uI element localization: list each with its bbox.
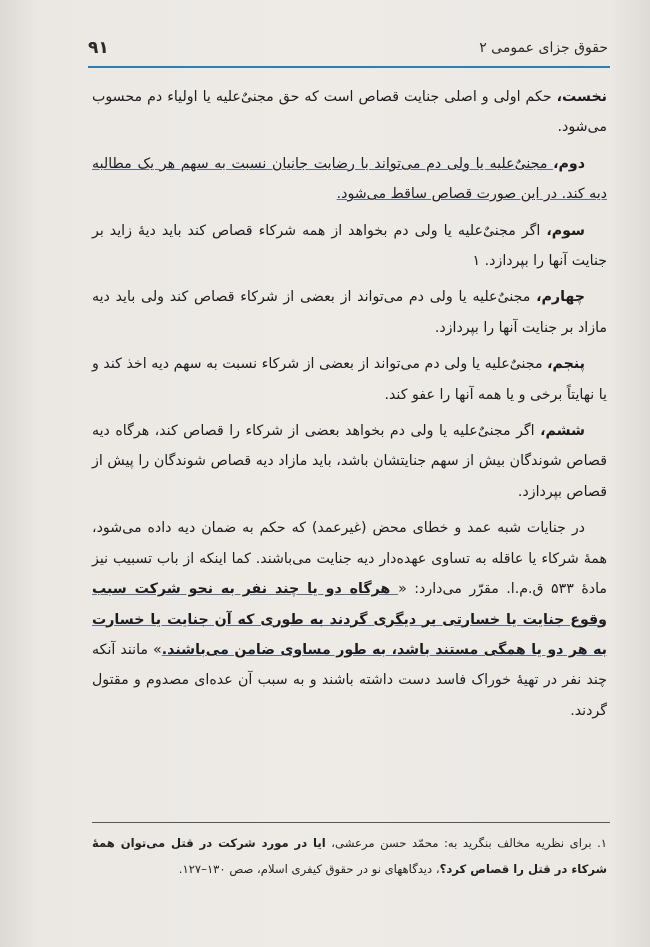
paragraph-first [92, 82, 607, 143]
main-text [92, 82, 607, 732]
paragraph-lead: دوم، [553, 155, 585, 172]
page-header [88, 36, 608, 66]
paragraph-closing [92, 513, 607, 726]
footnote-rule [92, 822, 610, 823]
paragraph-sixth [92, 416, 607, 507]
paragraph-text: مجنیٌ‌علیه یا ولی دم می‌تواند از بعضی از شرکاء قصاص کند ولی باید دیه مازاد بر جنایت آنها را بپردازد. [92, 289, 607, 336]
closing-text-end: » مانند آنکه چند نفر در تهیهٔ خوراک فاسد دست داشته باشند و به سبب آن عده‌ای مصدوم و مقتول گردند. [92, 641, 607, 719]
paragraph-lead: پنجم، [547, 356, 585, 373]
closing-text-start: در جنایات شبه عمد و خطای محض (غیرعمد) که حکم به ضمان دیه داده می‌شود، همهٔ شرکاء یا عاقله به تساوی عهده‌دار دیه جنایت می‌باشند. کما اینکه از باب تسبیب نیز مادهٔ ۵۳۳ ق.م.ا. مقرّر می‌دارد: « [92, 520, 608, 598]
footnote-source: ، دیدگاههای نو در حقوق کیفری اسلام، صص ۱۳۰–۱۲۷. [178, 862, 440, 876]
paragraph-text: مجنیٌ‌علیه یا ولی دم می‌تواند با رضایت جانیان نسبت به سهم هر یک مطالبه دیه کند. در این صورت قصاص ساقط می‌شود. [92, 155, 607, 203]
running-title: حقوق جزای عمومی ۲ [479, 40, 608, 56]
page-number: ۹۱ [88, 38, 109, 58]
paragraph-lead: سوم، [546, 222, 585, 239]
paragraph-text: مجنیٌ‌علیه یا ولی دم می‌تواند از بعضی از شرکاء نسبت به سهم دیه اخذ کند و یا نهایتاً برخی و یا همه آنها را عفو کند. [92, 356, 607, 403]
footnote-text: ۱. برای نظریه مخالف بنگرید به: محمّد حسن مرعشی، [325, 836, 608, 850]
paragraph-fifth [92, 349, 607, 410]
paragraph-text: اگر مجنیٌ‌علیه یا ولی دم بخواهد بعضی از شرکاء را قصاص کند، هرگاه دیه قصاص شوندگان بیش از سهم جنایتشان باشد، باید مازاد دیه قصاص شوندگان را پیش از قصاص بپردازد. [92, 423, 607, 500]
paragraph-third [92, 216, 607, 277]
paragraph-lead: نخست، [556, 89, 607, 105]
paragraph-lead: ششم، [540, 423, 585, 440]
header-rule [88, 66, 610, 68]
paragraph-text: اگر مجنیٌ‌علیه یا ولی دم بخواهد از همه شرکاء قصاص کند باید دیهٔ زاید بر جنایت آنها را بپردازد. ۱ [92, 222, 607, 270]
footnote [92, 830, 607, 882]
footnote-title: ایا در مورد شرکت در قتل می‌توان همهٔ شرکاء در قتل را قصاص کرد؟ [92, 836, 607, 876]
paragraph-text: حکم اولی و اصلی جنایت قصاص است که حق مجنیٌ‌علیه یا اولیاء دم محسوب می‌شود. [92, 89, 607, 136]
paragraph-fourth [92, 282, 607, 343]
paragraph-lead: چهارم، [536, 289, 585, 306]
paragraph-second [92, 149, 607, 210]
article-533-quote: هرگاه دو یا چند نفر به نحو شرکت سبب وقوع جنایت یا خسارتی بر دیگری گردند به طوری که آن جنایت یا خسارت به هر دو یا همگی مستند باشد، به طور مساوی ضامن می‌باشند. [92, 581, 607, 658]
